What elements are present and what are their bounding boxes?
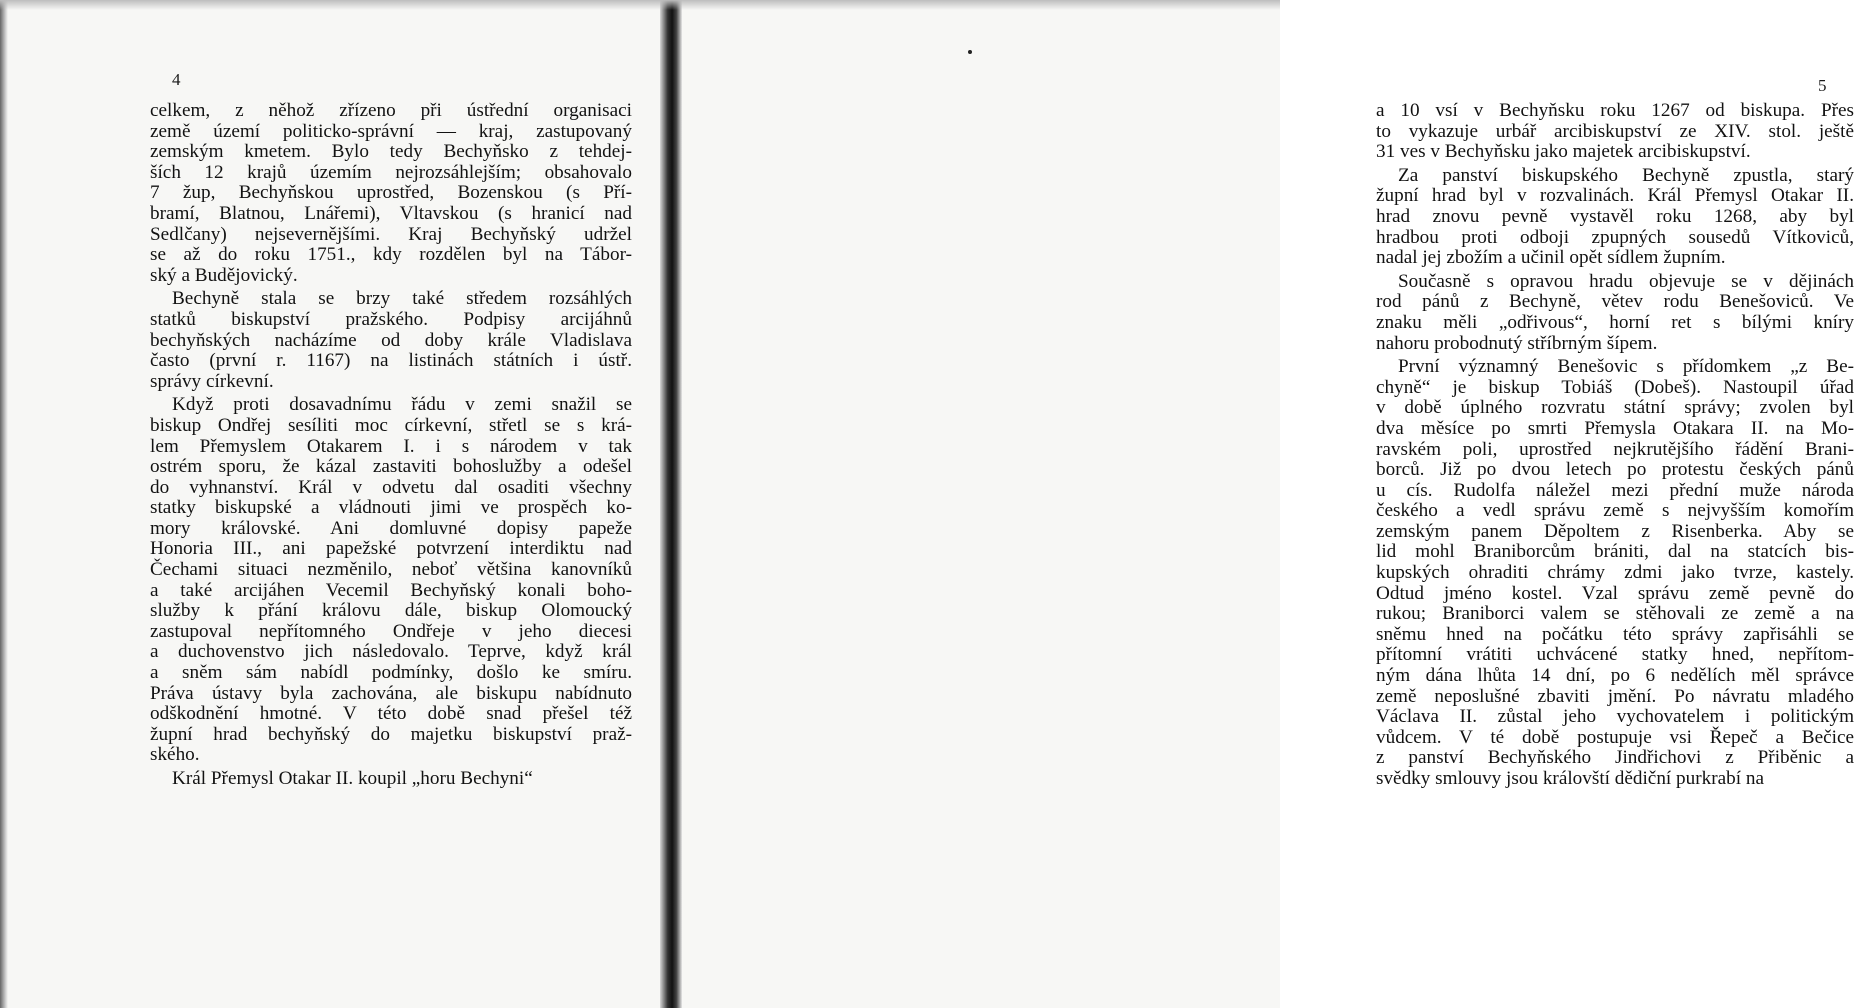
text-line: znaku měli „odřivous“, horní ret s bílými kníry bbox=[1376, 311, 1854, 333]
text-line: země území politicko-správní — kraj, zastupovaný bbox=[150, 120, 632, 142]
text-line: Král Přemysl Otakar II. koupil „horu Bechyni“ bbox=[172, 768, 533, 789]
scan-speck bbox=[968, 50, 972, 54]
text-line: Když proti dosavadnímu řádu v zemi snažil se bbox=[172, 394, 632, 416]
text-line: služby k přání královu dále, biskup Olomoucký bbox=[150, 600, 632, 622]
text-line: země neposlušné zbaviti jmění. Po návratu mladého bbox=[1376, 685, 1854, 707]
text-line: zastupoval nepřítomného Ondřeje v jeho diecesi bbox=[150, 620, 632, 642]
left-page-text bbox=[150, 101, 632, 790]
text-line: chyně“ je biskup Tobiáš (Dobeš). Nastoupil úřad bbox=[1376, 376, 1854, 398]
paragraph bbox=[1376, 166, 1854, 269]
text-line: biskup Ondřej sesíliti moc církevní, střetl se s krá- bbox=[150, 414, 632, 436]
scan-top-shadow bbox=[0, 0, 1280, 10]
text-line: a 10 vsí v Bechyňsku roku 1267 od biskupa. Přes bbox=[1376, 100, 1854, 121]
text-line: Současně s opravou hradu objevuje se v dějinách bbox=[1398, 270, 1854, 292]
text-line: Práva ústavy byla zachována, ale biskupu nabídnuto bbox=[150, 682, 632, 704]
right-page-text bbox=[1376, 101, 1854, 790]
paragraph bbox=[1376, 357, 1854, 789]
page-number-left: 4 bbox=[172, 70, 181, 89]
text-line: Odtud jméno kostel. Vzal správu země pevně do bbox=[1376, 582, 1854, 604]
text-line: župní hrad byl v rozvalinách. Král Přemysl Otakar II. bbox=[1376, 185, 1854, 207]
text-line: ský a Budějovický. bbox=[150, 264, 298, 286]
text-line: českého a vedl správu země s nejvyšším komořím bbox=[1376, 500, 1854, 522]
text-line: statků biskupství pražského. Podpisy arcijáhnů bbox=[150, 308, 632, 330]
text-line: nadal jej zbožím a učinil opět sídlem župním. bbox=[1376, 247, 1726, 269]
text-line: Čechami situaci nezměnilo, neboť většina kanovníků bbox=[150, 559, 632, 581]
text-line: často (první r. 1167) na listinách státních i ústř. bbox=[150, 350, 632, 372]
text-line: mory královské. Ani domluvné dopisy papeže bbox=[150, 517, 632, 539]
text-line: to vykazuje urbář arcibiskupství ze XIV. stol. ještě bbox=[1376, 120, 1854, 142]
text-line: První významný Benešovic s přídomkem „z Be- bbox=[1398, 356, 1854, 378]
text-line: Sedlčany) nejsevernějšími. Kraj Bechyňský udržel bbox=[150, 223, 632, 245]
right-page bbox=[676, 0, 1854, 1008]
text-line: svědky smlouvy jsou královští dědiční purkrabí na bbox=[1376, 768, 1764, 789]
text-line: Václava II. zůstal jeho vychovatelem i politickým bbox=[1376, 706, 1854, 728]
paragraph bbox=[150, 769, 632, 790]
text-line: ského. bbox=[150, 744, 200, 766]
text-line: zemským kmetem. Bylo tedy Bechyňsko z tehdej- bbox=[150, 141, 632, 163]
text-line: dva měsíce po smrti Přemysla Otakara II. na Mo- bbox=[1376, 417, 1854, 439]
text-line: hrad znovu pevně vystavěl roku 1268, aby byl bbox=[1376, 205, 1854, 227]
text-line: hradbou proti odboji zpupných sousedů Vítkoviců, bbox=[1376, 226, 1854, 248]
paragraph bbox=[1376, 272, 1854, 354]
text-line: ným dána lhůta 14 dní, po 6 nedělích měl správce bbox=[1376, 665, 1854, 687]
text-line: rukou; Braniborci valem se stěhovali ze země a na bbox=[1376, 603, 1854, 625]
text-line: sněmu hned na počátku této správy zapřisáhli se bbox=[1376, 623, 1854, 645]
text-line: a sněm sám nabídl podmínky, došlo ke smíru. bbox=[150, 662, 632, 684]
left-page bbox=[0, 0, 666, 1008]
paragraph bbox=[1376, 101, 1854, 163]
text-line: se až do roku 1751., kdy rozdělen byl na Tábor- bbox=[150, 244, 632, 266]
text-line: 31 ves v Bechyňsku jako majetek arcibiskupství. bbox=[1376, 141, 1751, 163]
text-line: do vyhnanství. Král v odvetu dal osaditi všechny bbox=[150, 476, 632, 498]
paragraph bbox=[150, 101, 632, 286]
text-line: ších 12 krajů územím nejrozsáhlejším; obsahovalo bbox=[150, 161, 632, 183]
paragraph bbox=[150, 289, 632, 392]
text-line: ravském poli, uprostřed nejkrutějšího řádění Brani- bbox=[1376, 438, 1854, 460]
text-line: celkem, z něhož zřízeno při ústřední organisaci bbox=[150, 100, 632, 121]
text-line: odškodnění hmotné. V této době snad přešel též bbox=[150, 703, 632, 725]
text-line: lid mohl Braniborcům brániti, dal na statcích bis- bbox=[1376, 541, 1854, 563]
text-line: zemským panem Děpoltem z Risenberka. Aby se bbox=[1376, 520, 1854, 542]
text-line: Bechyně stala se brzy také středem rozsáhlých bbox=[172, 288, 632, 310]
text-line: bechyňských nacházíme od doby krále Vladislava bbox=[150, 329, 632, 351]
text-line: správy církevní. bbox=[150, 370, 274, 392]
text-line: u cís. Rudolfa náležel mezi přední muže národa bbox=[1376, 479, 1854, 501]
text-line: v době úplného rozvratu státní správy; zvolen byl bbox=[1376, 397, 1854, 419]
text-line: bramí, Blatnou, Lnářemi), Vltavskou (s hranicí nad bbox=[150, 202, 632, 224]
text-line: borců. Již po dvou letech po protestu českých pánů bbox=[1376, 459, 1854, 481]
text-line: kupských ohraditi chrámy zdmi jako tvrze, kastely. bbox=[1376, 562, 1854, 584]
text-line: vůdcem. V té době postupuje vsi Řepeč a Bečice bbox=[1376, 726, 1854, 748]
text-line: lem Přemyslem Otakarem I. i s národem v tak bbox=[150, 435, 632, 457]
text-line: přítomní vrátiti uchvácené statky hned, nepřítom- bbox=[1376, 644, 1854, 666]
text-line: župní hrad bechyňský do majetku biskupství praž- bbox=[150, 723, 632, 745]
text-line: z panství Bechyňského Jindřichovi z Přiběnic a bbox=[1376, 747, 1854, 769]
text-line: Honoria III., ani papežské potvrzení interdiktu nad bbox=[150, 538, 632, 560]
text-line: statky biskupské a vládnouti jimi ve prospěch ko- bbox=[150, 497, 632, 519]
paragraph bbox=[150, 395, 632, 766]
text-line: rod pánů z Bechyně, větev rodu Benešoviců. Ve bbox=[1376, 291, 1854, 313]
text-line: 7 žup, Bechyňskou uprostřed, Bozenskou (s Pří- bbox=[150, 182, 632, 204]
text-line: a také arcijáhen Vecemil Bechyňský konali boho- bbox=[150, 579, 632, 601]
text-line: ostrém sporu, že kázal zastaviti bohoslužby a odešel bbox=[150, 456, 632, 478]
page-number-right: 5 bbox=[1818, 76, 1827, 95]
page-edge-shadow bbox=[0, 0, 8, 1008]
text-line: a duchovenstvo jich následovalo. Teprve, když král bbox=[150, 641, 632, 663]
book-gutter bbox=[660, 0, 682, 1008]
text-line: nahoru probodnutý stříbrným šípem. bbox=[1376, 332, 1658, 354]
text-line: Za panství biskupského Bechyně zpustla, starý bbox=[1398, 164, 1854, 186]
